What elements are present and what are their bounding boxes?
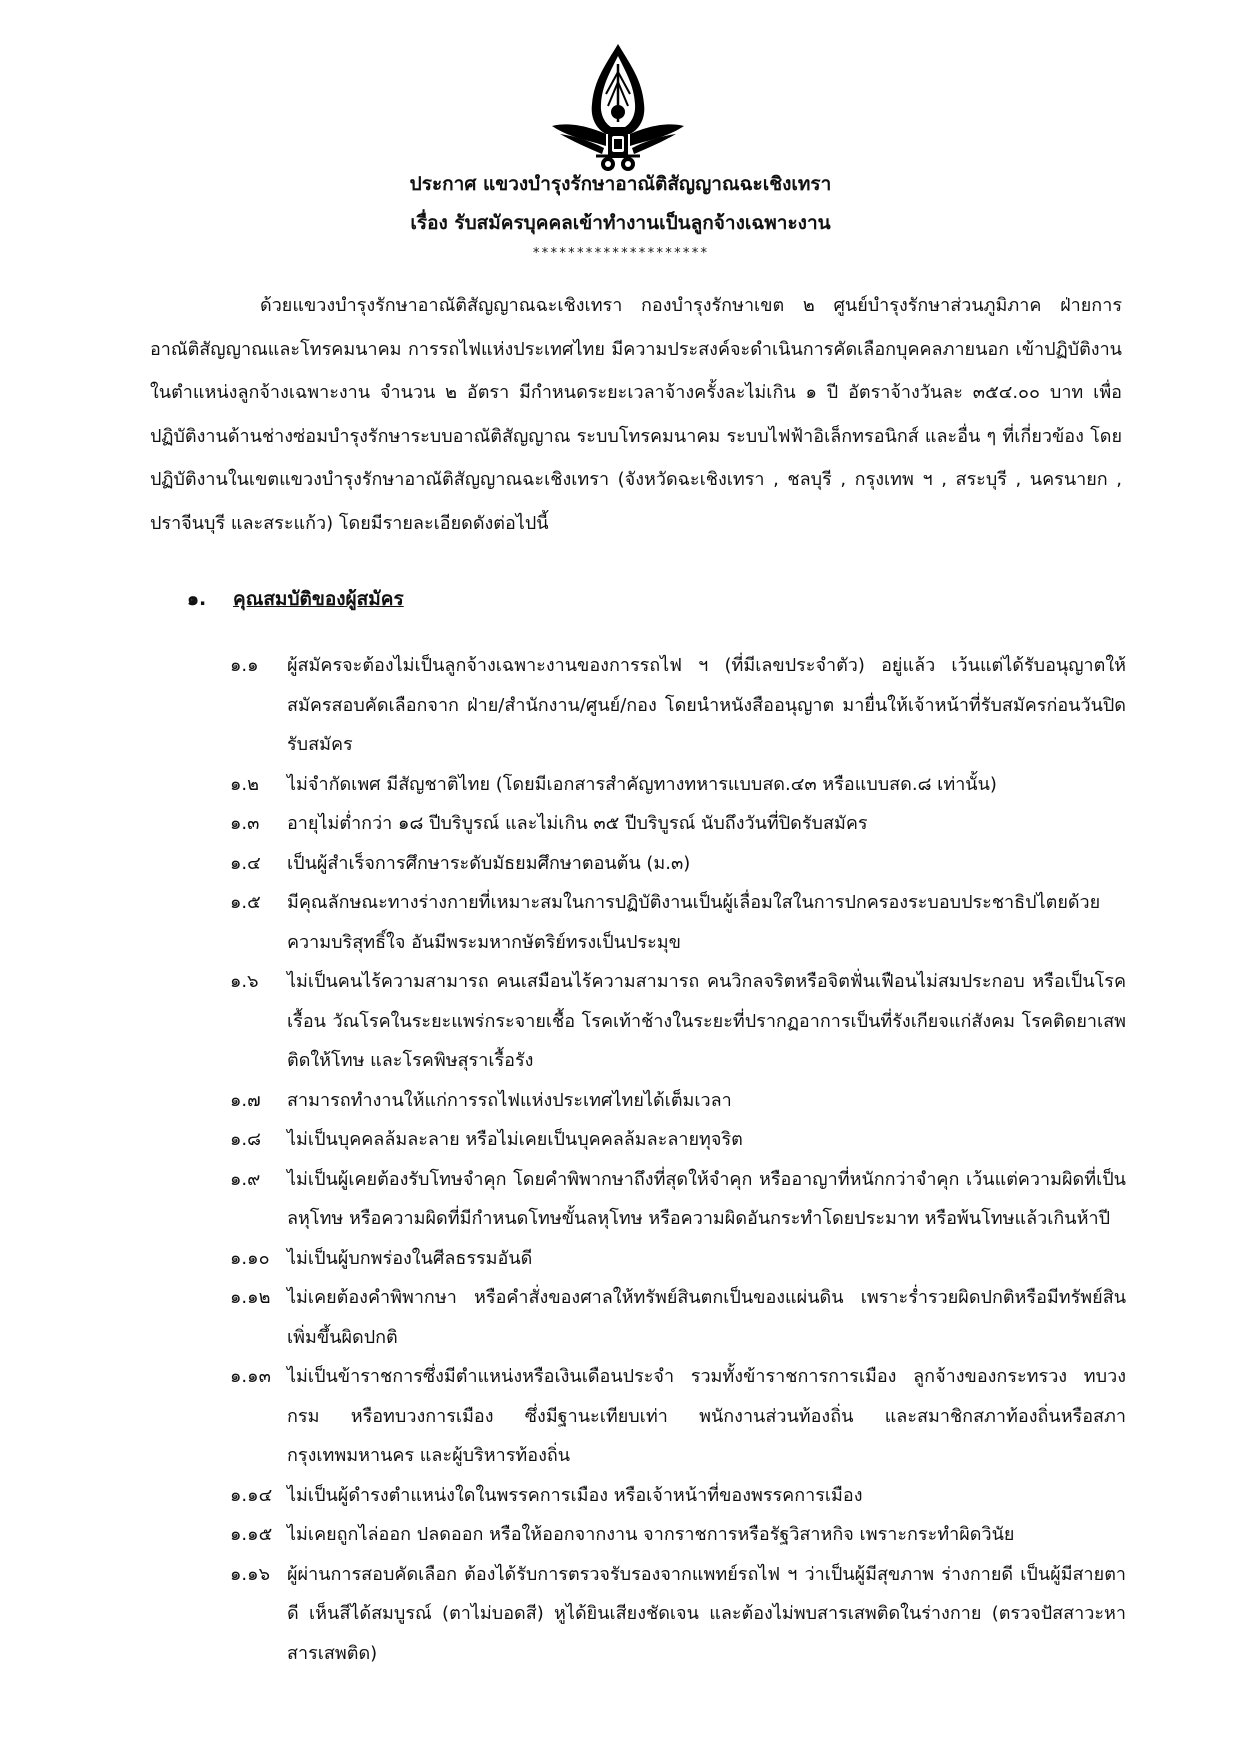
- qualification-list: [230, 646, 1126, 1673]
- item-text: ไม่เคยต้องคำพิพากษา หรือคำสั่งของศาลให้ทรัพย์สินตกเป็นของแผ่นดิน เพราะร่ำรวยผิดปกติหรือมีทรัพย์สินเพิ่มขึ้นผิดปกติ: [287, 1287, 1126, 1348]
- announcement-subject: เรื่อง รับสมัครบุคคลเข้าทำงานเป็นลูกจ้างเฉพาะงาน: [410, 212, 831, 234]
- item-text: ไม่เป็นบุคคลล้มละลาย หรือไม่เคยเป็นบุคคลล้มละลายทุจริต: [287, 1129, 743, 1150]
- announcement-title: ประกาศ แขวงบำรุงรักษาอาณัติสัญญาณฉะเชิงเทรา: [409, 173, 832, 195]
- item-text: ไม่เป็นข้าราชการซึ่งมีตำแหน่งหรือเงินเดือนประจำ รวมทั้งข้าราชการการเมือง ลูกจ้างของกระทรวง ทบวง กรม หรือทบวงการเมือง ซึ่งมีฐานะเทียบเท่า พนักงานส่วนท้องถิ่น และสมาชิกสภาท้องถิ่นหรือสภากรุงเทพมหานคร และผู้บริหารท้องถิ่น: [287, 1366, 1126, 1466]
- title-separator: ********************: [532, 246, 709, 261]
- item-number: ๑.๙: [230, 1168, 261, 1190]
- qualification-item: [230, 883, 1126, 962]
- section-1-heading: [187, 583, 404, 615]
- item-text: มีคุณลักษณะทางร่างกายที่เหมาะสมในการปฏิบัติงานเป็นผู้เลื่อมใสในการปกครองระบอบประชาธิปไตยด้วยความบริสุทธิ์ใจ อันมีพระมหากษัตริย์ทรงเป็นประมุข: [287, 892, 1101, 953]
- item-text: สามารถทำงานให้แก่การรถไฟแห่งประเทศไทยได้เต็มเวลา: [287, 1089, 732, 1111]
- item-text: ไม่เป็นคนไร้ความสามารถ คนเสมือนไร้ความสามารถ คนวิกลจริตหรือจิตฟั่นเฟือนไม่สมประกอบ หรือเป็นโรคเรื้อน วัณโรคในระยะแพร่กระจายเชื้อ โรคเท้าช้างในระยะที่ปรากฏอาการเป็นที่รังเกียจแก่สังคม โรคติดยาเสพติดให้โทษ และโรคพิษสุราเรื้อรัง: [287, 971, 1126, 1071]
- item-number: ๑.๖: [230, 971, 259, 992]
- item-number: ๑.๒: [230, 773, 260, 795]
- item-number: ๑.๔: [230, 852, 261, 874]
- intro-paragraph: ด้วยแขวงบำรุงรักษาอาณัติสัญญาณฉะเชิงเทรา กองบำรุงรักษาเขต ๒ ศูนย์บำรุงรักษาส่วนภูมิภาค ฝ่ายการอาณัติสัญญาณและโทรคมนาคม การรถไฟแห่งประเทศไทย มีความประสงค์จะดำเนินการคัดเลือกบุคคลภายนอก เข้าปฏิบัติงานในตำแหน่งลูกจ้างเฉพาะงาน จำนวน ๒ อัตรา มีกำหนดระยะเวลาจ้างครั้งละไม่เกิน ๑ ปี อัตราจ้างวันละ ๓๕๔.๐๐ บาท เพื่อปฏิบัติงานด้านช่างซ่อมบำรุงรักษาระบบอาณัติสัญญาณ ระบบโทรคมนาคม ระบบไฟฟ้าอิเล็กทรอนิกส์ และอื่น ๆ ที่เกี่ยวข้อง โดยปฏิบัติงานในเขตแขวงบำรุงรักษาอาณัติสัญญาณฉะเชิงเทรา (จังหวัดฉะเชิงเทรา , ชลบุรี , กรุงเทพ ฯ , สระบุรี , นครนายก , ปราจีนบุรี และสระแก้ว) โดยมีรายละเอียดดังต่อไปนี้: [150, 295, 1122, 534]
- item-number: ๑.๕: [230, 892, 261, 913]
- item-text: ผู้ผ่านการสอบคัดเลือก ต้องได้รับการตรวจรับรองจากแพทย์รถไฟ ฯ ว่าเป็นผู้มีสุขภาพ ร่างกายดี เป็นผู้มีสายตาดี เห็นสีได้สมบูรณ์ (ตาไม่บอดสี) หูได้ยินเสียงชัดเจน และต้องไม่พบสารเสพติดในร่างกาย (ตรวจปัสสาวะหาสารเสพติด): [287, 1563, 1126, 1664]
- item-text: ไม่เป็นผู้ดำรงตำแหน่งใดในพรรคการเมือง หรือเจ้าหน้าที่ของพรรคการเมือง: [287, 1484, 863, 1506]
- item-number: ๑.๗: [230, 1089, 261, 1111]
- qualification-item: [230, 765, 1126, 805]
- item-text: ไม่จำกัดเพศ มีสัญชาติไทย (โดยมีเอกสารสำคัญทางทหารแบบสด.๔๓ หรือแบบสด.๘ เท่านั้น): [287, 773, 997, 795]
- item-number: ๑.๑๕: [230, 1524, 273, 1545]
- qualification-item: [230, 1357, 1126, 1476]
- qualification-item: [230, 1515, 1126, 1555]
- item-text: ผู้สมัครจะต้องไม่เป็นลูกจ้างเฉพาะงานของการรถไฟ ฯ (ที่มีเลขประจำตัว) อยู่แล้ว เว้นแต่ได้รับอนุญาตให้สมัครสอบคัดเลือกจาก ฝ่าย/สำนักงาน/ศูนย์/กอง โดยนำหนังสืออนุญาต มายื่นให้เจ้าหน้าที่รับสมัครก่อนวันปิดรับสมัคร: [287, 655, 1126, 755]
- qualification-item: [230, 1239, 1126, 1279]
- qualification-item: [230, 962, 1126, 1081]
- qualification-item: [230, 646, 1126, 765]
- item-number: ๑.๑๐: [230, 1247, 270, 1269]
- item-number: ๑.๑๔: [230, 1484, 273, 1506]
- item-text: เป็นผู้สำเร็จการศึกษาระดับมัธยมศึกษาตอนต้น (ม.๓): [287, 852, 691, 874]
- item-text: ไม่เป็นผู้บกพร่องในศีลธรรมอันดี: [287, 1247, 533, 1269]
- item-number: ๑.๑๒: [230, 1287, 271, 1308]
- item-number: ๑.๓: [230, 813, 260, 834]
- item-number: ๑.๘: [230, 1129, 262, 1150]
- qualification-item: [230, 1160, 1126, 1239]
- item-number: ๑.๑: [230, 655, 259, 676]
- qualification-item: [230, 804, 1126, 844]
- item-text: อายุไม่ต่ำกว่า ๑๘ ปีบริบูรณ์ และไม่เกิน ๓๕ ปีบริบูรณ์ นับถึงวันที่ปิดรับสมัคร: [287, 813, 868, 834]
- qualification-item: [230, 844, 1126, 884]
- qualification-item: [230, 1476, 1126, 1516]
- item-number: ๑.๑๓: [230, 1366, 271, 1387]
- item-text: ไม่เป็นผู้เคยต้องรับโทษจำคุก โดยคำพิพากษาถึงที่สุดให้จำคุก หรืออาญาที่หนักกว่าจำคุก เว้นแต่ความผิดที่เป็นลหุโทษ หรือความผิดที่มีกำหนดโทษขั้นลหุโทษ หรือความผิดอันกระทำโดยประมาท หรือพ้นโทษแล้วเกินห้าปี: [287, 1168, 1126, 1229]
- qualification-item: [230, 1555, 1126, 1674]
- section-1-number: ๑.: [187, 588, 207, 610]
- item-text: ไม่เคยถูกไล่ออก ปลดออก หรือให้ออกจากงาน จากราชการหรือรัฐวิสาหกิจ เพราะกระทำผิดวินัย: [287, 1524, 1015, 1545]
- railway-emblem-logo: [548, 42, 688, 174]
- qualification-item: [230, 1120, 1126, 1160]
- qualification-item: [230, 1278, 1126, 1357]
- qualification-item: [230, 1081, 1126, 1121]
- item-number: ๑.๑๖: [230, 1563, 270, 1585]
- section-1-title: คุณสมบัติของผู้สมัคร: [233, 588, 404, 610]
